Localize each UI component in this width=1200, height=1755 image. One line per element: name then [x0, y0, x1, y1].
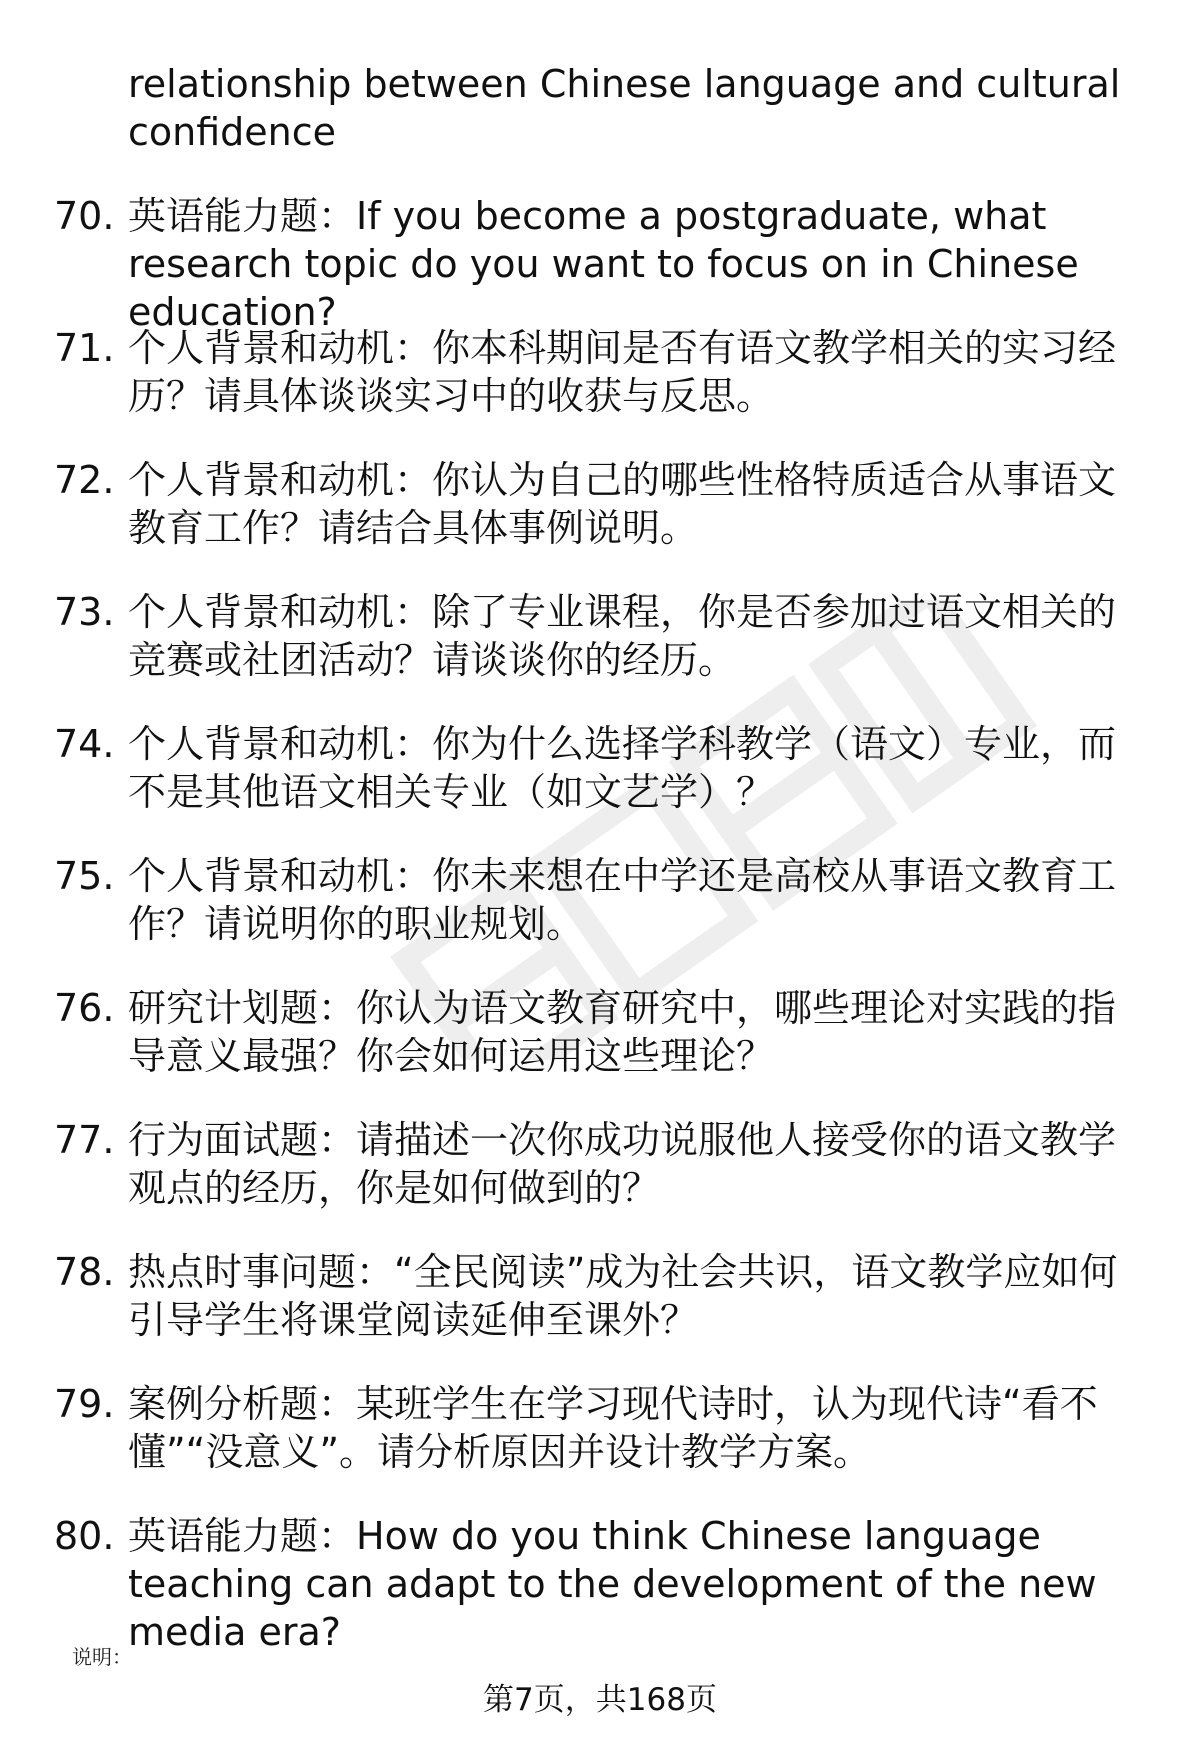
list-item — [0, 588, 1200, 720]
question-number: 79. — [54, 1382, 115, 1426]
list-item — [0, 324, 1200, 456]
question-number: 72. — [54, 458, 115, 502]
question-number: 71. — [54, 326, 115, 370]
question-text: 案例分析题：某班学生在学习现代诗时，认为现代诗“看不懂”“没意义”。请分析原因并设计教学方案。 — [128, 1382, 1098, 1474]
question-number: 77. — [54, 1118, 115, 1162]
list-item — [0, 456, 1200, 588]
question-text: 个人背景和动机：你为什么选择学科教学（语文）专业，而不是其他语文相关专业（如文艺学）？ — [128, 722, 1117, 814]
question-text: 英语能力题：How do you think Chinese language teaching can adapt to the development of the new media era? — [128, 1514, 1097, 1654]
question-number: 70. — [54, 194, 115, 238]
question-number: 78. — [54, 1250, 115, 1294]
note-label: 说明： — [72, 1645, 132, 1669]
question-text: 研究计划题：你认为语文教育研究中，哪些理论对实践的指导意义最强？你会如何运用这些理论？ — [128, 986, 1117, 1078]
question-number: 73. — [54, 590, 115, 634]
list-item — [0, 192, 1200, 334]
question-number: 74. — [54, 722, 115, 766]
question-text: 个人背景和动机：你未来想在中学还是高校从事语文教育工作？请说明你的职业规划。 — [128, 854, 1117, 946]
question-text: 行为面试题：请描述一次你成功说服他人接受你的语文教学观点的经历，你是如何做到的？ — [128, 1118, 1117, 1210]
list-item — [0, 1116, 1200, 1248]
question-list — [0, 192, 1200, 1654]
question-text: 英语能力题：If you become a postgraduate, what research topic do you want to focus on in Chinese education? — [128, 194, 1079, 334]
question-number: 76. — [54, 986, 115, 1030]
question-text: 个人背景和动机：除了专业课程，你是否参加过语文相关的竞赛或社团活动？请谈谈你的经历。 — [128, 590, 1117, 682]
question-number: 80. — [54, 1514, 115, 1558]
continuation-text: relationship between Chinese language and cultural confidence — [128, 62, 1121, 154]
question-text: 个人背景和动机：你认为自己的哪些性格特质适合从事语文教育工作？请结合具体事例说明。 — [128, 458, 1117, 550]
list-item — [0, 1248, 1200, 1380]
list-item — [0, 852, 1200, 984]
question-number: 75. — [54, 854, 115, 898]
list-item — [0, 1380, 1200, 1512]
question-text: 个人背景和动机：你本科期间是否有语文教学相关的实习经历？请具体谈谈实习中的收获与反思。 — [128, 326, 1117, 418]
question-text: 热点时事问题：“全民阅读”成为社会共识，语文教学应如何引导学生将课堂阅读延伸至课外？ — [128, 1250, 1118, 1342]
list-item — [0, 1512, 1200, 1654]
list-item — [0, 720, 1200, 852]
page-footer: 第7页，共168页 — [483, 1682, 717, 1718]
list-item — [0, 984, 1200, 1116]
